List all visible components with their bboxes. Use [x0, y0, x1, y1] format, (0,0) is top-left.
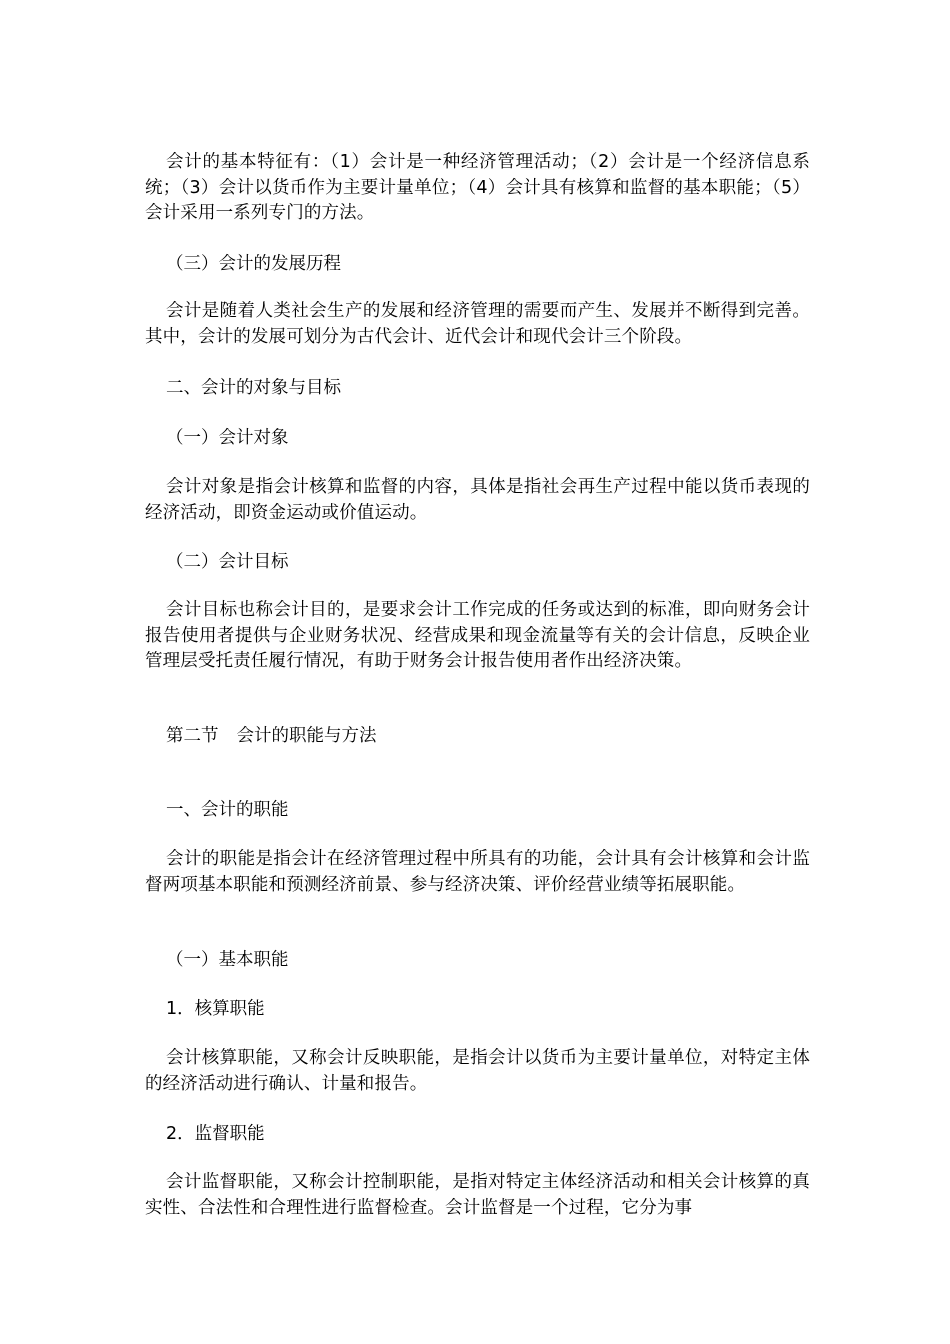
section-number: 第二节	[166, 726, 219, 746]
paragraph-accounting-goal: 会计目标也称会计目的，是要求会计工作完成的任务或达到的标准，即向财务会计报告使用者提供与企业财务状况、经营成果和现金流量等有关的会计信息，反映企业管理层受托责任履行情况，有助于财务会计报告使用者作出经济决策。	[145, 600, 810, 671]
paragraph-accounting-object: 会计对象是指会计核算和监督的内容，具体是指社会再生产过程中能以货币表现的经济活动，即资金运动或价值运动。	[145, 477, 810, 523]
heading-accounting-functions: 一、会计的职能	[166, 800, 289, 820]
paragraph-development-history: 会计是随着人类社会生产的发展和经济管理的需要而产生、发展并不断得到完善。其中，会计的发展可划分为古代会计、近代会计和现代会计三个阶段。	[145, 301, 810, 347]
section-title: 会计的职能与方法	[236, 726, 377, 746]
heading-supervision-function: 2．监督职能	[166, 1124, 265, 1144]
paragraph-basic-features: 会计的基本特征有：（1）会计是一种经济管理活动；（2）会计是一个经济信息系统；（3）会计以货币作为主要计量单位；（4）会计具有核算和监督的基本职能；（5）会计采用一系列专门的方法。	[145, 152, 810, 223]
heading-basic-functions: （一）基本职能	[166, 950, 289, 970]
heading-accounting-goal: （二）会计目标	[166, 552, 289, 572]
heading-accounting-function: 1．核算职能	[166, 999, 265, 1019]
paragraph-accounting-function: 会计核算职能，又称会计反映职能，是指会计以货币为主要计量单位，对特定主体的经济活动进行确认、计量和报告。	[145, 1048, 810, 1094]
heading-section-two	[166, 724, 377, 750]
heading-object-and-goal: 二、会计的对象与目标	[166, 378, 341, 398]
heading-accounting-object: （一）会计对象	[166, 428, 289, 448]
paragraph-accounting-functions: 会计的职能是指会计在经济管理过程中所具有的功能，会计具有会计核算和会计监督两项基本职能和预测经济前景、参与经济决策、评价经营业绩等拓展职能。	[145, 849, 810, 895]
heading-development-history: （三）会计的发展历程	[166, 254, 341, 274]
paragraph-supervision-function: 会计监督职能，又称会计控制职能，是指对特定主体经济活动和相关会计核算的真实性、合法性和合理性进行监督检查。会计监督是一个过程，它分为事	[145, 1172, 810, 1218]
